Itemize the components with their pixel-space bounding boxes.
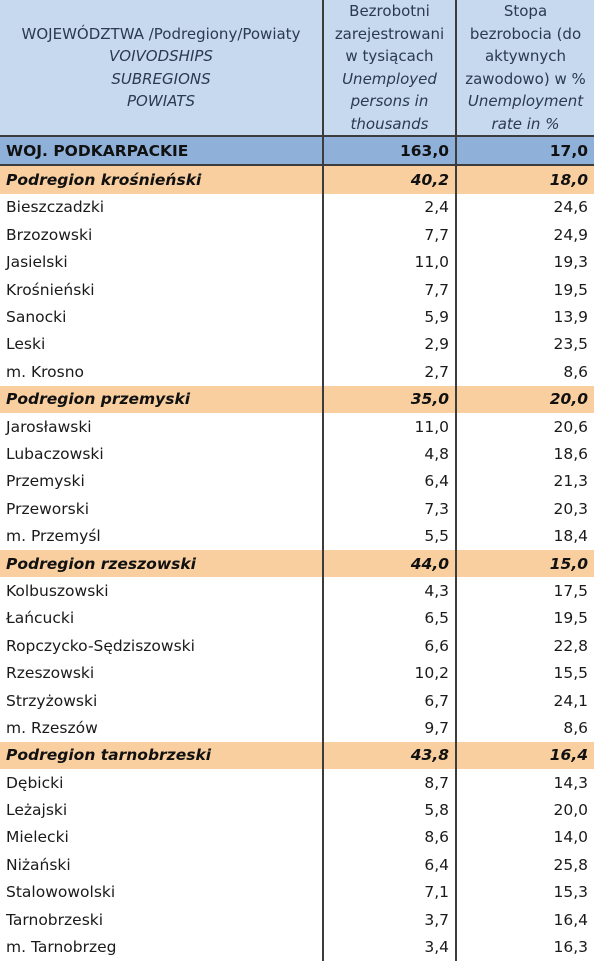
rate-cell: 16,3 xyxy=(456,933,594,960)
region-name-cell: m. Przemyśl xyxy=(0,522,323,549)
table-header xyxy=(0,0,594,136)
rate-cell: 25,8 xyxy=(456,851,594,878)
region-name-cell: m. Krosno xyxy=(0,358,323,385)
rate-cell: 8,6 xyxy=(456,714,594,741)
region-name-cell: Rzeszowski xyxy=(0,659,323,686)
region-name-cell: Przemyski xyxy=(0,468,323,495)
rate-cell: 18,4 xyxy=(456,522,594,549)
rate-cell: 8,6 xyxy=(456,358,594,385)
unemployed-cell: 3,4 xyxy=(323,933,456,960)
header-rate: Stopa bezrobocia (do aktywnych zawodowo) w % Unemployment rate in % xyxy=(456,0,594,136)
rate-cell: 17,5 xyxy=(456,577,594,604)
rate-cell: 15,0 xyxy=(456,550,594,577)
rate-cell: 23,5 xyxy=(456,331,594,358)
unemployed-cell: 8,7 xyxy=(323,769,456,796)
table-row xyxy=(0,221,594,248)
table-row xyxy=(0,632,594,659)
unemployed-cell: 7,3 xyxy=(323,495,456,522)
rate-cell: 16,4 xyxy=(456,742,594,769)
region-name-cell: m. Tarnobrzeg xyxy=(0,933,323,960)
rate-cell: 22,8 xyxy=(456,632,594,659)
unemployed-cell: 6,5 xyxy=(323,605,456,632)
table-row xyxy=(0,440,594,467)
region-name-cell: Brzozowski xyxy=(0,221,323,248)
unemployed-cell: 5,5 xyxy=(323,522,456,549)
table-row xyxy=(0,796,594,823)
table-row xyxy=(0,714,594,741)
rate-cell: 17,0 xyxy=(456,136,594,165)
region-name-cell: Podregion rzeszowski xyxy=(0,550,323,577)
subregion-row xyxy=(0,165,594,193)
region-name-cell: Podregion przemyski xyxy=(0,386,323,413)
unemployed-cell: 35,0 xyxy=(323,386,456,413)
region-name-cell: m. Rzeszów xyxy=(0,714,323,741)
unemployed-cell: 6,7 xyxy=(323,687,456,714)
unemployed-cell: 11,0 xyxy=(323,413,456,440)
region-name-cell: Kolbuszowski xyxy=(0,577,323,604)
region-name-cell: WOJ. PODKARPACKIE xyxy=(0,136,323,165)
unemployed-cell: 3,7 xyxy=(323,906,456,933)
unemployed-cell: 7,1 xyxy=(323,879,456,906)
unemployed-cell: 6,4 xyxy=(323,468,456,495)
unemployed-cell: 5,9 xyxy=(323,303,456,330)
table-row xyxy=(0,468,594,495)
region-name-cell: Tarnobrzeski xyxy=(0,906,323,933)
header-unemployed: Bezrobotni zarejestrowani w tysiącach Unemployed persons in thousands xyxy=(323,0,456,136)
rate-cell: 16,4 xyxy=(456,906,594,933)
rate-cell: 24,9 xyxy=(456,221,594,248)
unemployed-cell: 8,6 xyxy=(323,824,456,851)
region-name-cell: Bieszczadzki xyxy=(0,194,323,221)
rate-cell: 21,3 xyxy=(456,468,594,495)
region-name-cell: Leski xyxy=(0,331,323,358)
table-row xyxy=(0,933,594,960)
unemployed-cell: 6,4 xyxy=(323,851,456,878)
rate-cell: 20,6 xyxy=(456,413,594,440)
unemployed-cell: 44,0 xyxy=(323,550,456,577)
unemployed-cell: 6,6 xyxy=(323,632,456,659)
rate-cell: 15,3 xyxy=(456,879,594,906)
unemployed-cell: 43,8 xyxy=(323,742,456,769)
region-name-cell: Leżajski xyxy=(0,796,323,823)
table-row xyxy=(0,659,594,686)
table-body xyxy=(0,136,594,961)
table-row xyxy=(0,249,594,276)
region-name-cell: Ropczycko-Sędziszowski xyxy=(0,632,323,659)
table-row xyxy=(0,851,594,878)
table-row xyxy=(0,687,594,714)
region-name-cell: Mielecki xyxy=(0,824,323,851)
unemployed-cell: 40,2 xyxy=(323,165,456,193)
subregion-row xyxy=(0,742,594,769)
region-name-cell: Dębicki xyxy=(0,769,323,796)
region-name-cell: Lubaczowski xyxy=(0,440,323,467)
rate-cell: 19,5 xyxy=(456,276,594,303)
unemployed-cell: 2,4 xyxy=(323,194,456,221)
rate-cell: 15,5 xyxy=(456,659,594,686)
rate-cell: 19,3 xyxy=(456,249,594,276)
region-name-cell: Stalowowolski xyxy=(0,879,323,906)
table-row xyxy=(0,303,594,330)
region-name-cell: Podregion krośnieński xyxy=(0,165,323,193)
unemployed-cell: 2,7 xyxy=(323,358,456,385)
unemployed-cell: 7,7 xyxy=(323,276,456,303)
rate-cell: 18,0 xyxy=(456,165,594,193)
rate-cell: 13,9 xyxy=(456,303,594,330)
table-row xyxy=(0,605,594,632)
table-row xyxy=(0,879,594,906)
header-region: WOJEWÓDZTWA /Podregiony/Powiaty VOIVODSHIPS SUBREGIONS POWIATS xyxy=(0,0,323,136)
table-row xyxy=(0,769,594,796)
table-row xyxy=(0,413,594,440)
rate-cell: 20,0 xyxy=(456,796,594,823)
region-name-cell: Łańcucki xyxy=(0,605,323,632)
region-name-cell: Przeworski xyxy=(0,495,323,522)
region-name-cell: Strzyżowski xyxy=(0,687,323,714)
unemployed-cell: 4,8 xyxy=(323,440,456,467)
unemployed-cell: 4,3 xyxy=(323,577,456,604)
subregion-row xyxy=(0,386,594,413)
table-row xyxy=(0,522,594,549)
rate-cell: 14,0 xyxy=(456,824,594,851)
voivodship-row xyxy=(0,136,594,165)
region-name-cell: Niżański xyxy=(0,851,323,878)
rate-cell: 24,1 xyxy=(456,687,594,714)
unemployed-cell: 163,0 xyxy=(323,136,456,165)
table-row xyxy=(0,194,594,221)
table-row xyxy=(0,577,594,604)
table-row xyxy=(0,906,594,933)
unemployed-cell: 10,2 xyxy=(323,659,456,686)
rate-cell: 24,6 xyxy=(456,194,594,221)
rate-cell: 20,0 xyxy=(456,386,594,413)
rate-cell: 19,5 xyxy=(456,605,594,632)
unemployed-cell: 11,0 xyxy=(323,249,456,276)
region-name-cell: Sanocki xyxy=(0,303,323,330)
rate-cell: 20,3 xyxy=(456,495,594,522)
rate-cell: 18,6 xyxy=(456,440,594,467)
region-name-cell: Krośnieński xyxy=(0,276,323,303)
table-row xyxy=(0,331,594,358)
table-row xyxy=(0,495,594,522)
region-name-cell: Jasielski xyxy=(0,249,323,276)
unemployed-cell: 7,7 xyxy=(323,221,456,248)
subregion-row xyxy=(0,550,594,577)
unemployed-cell: 5,8 xyxy=(323,796,456,823)
table-row xyxy=(0,358,594,385)
unemployed-cell: 2,9 xyxy=(323,331,456,358)
region-name-cell: Jarosławski xyxy=(0,413,323,440)
region-name-cell: Podregion tarnobrzeski xyxy=(0,742,323,769)
rate-cell: 14,3 xyxy=(456,769,594,796)
unemployed-cell: 9,7 xyxy=(323,714,456,741)
table-row xyxy=(0,276,594,303)
table-row xyxy=(0,824,594,851)
